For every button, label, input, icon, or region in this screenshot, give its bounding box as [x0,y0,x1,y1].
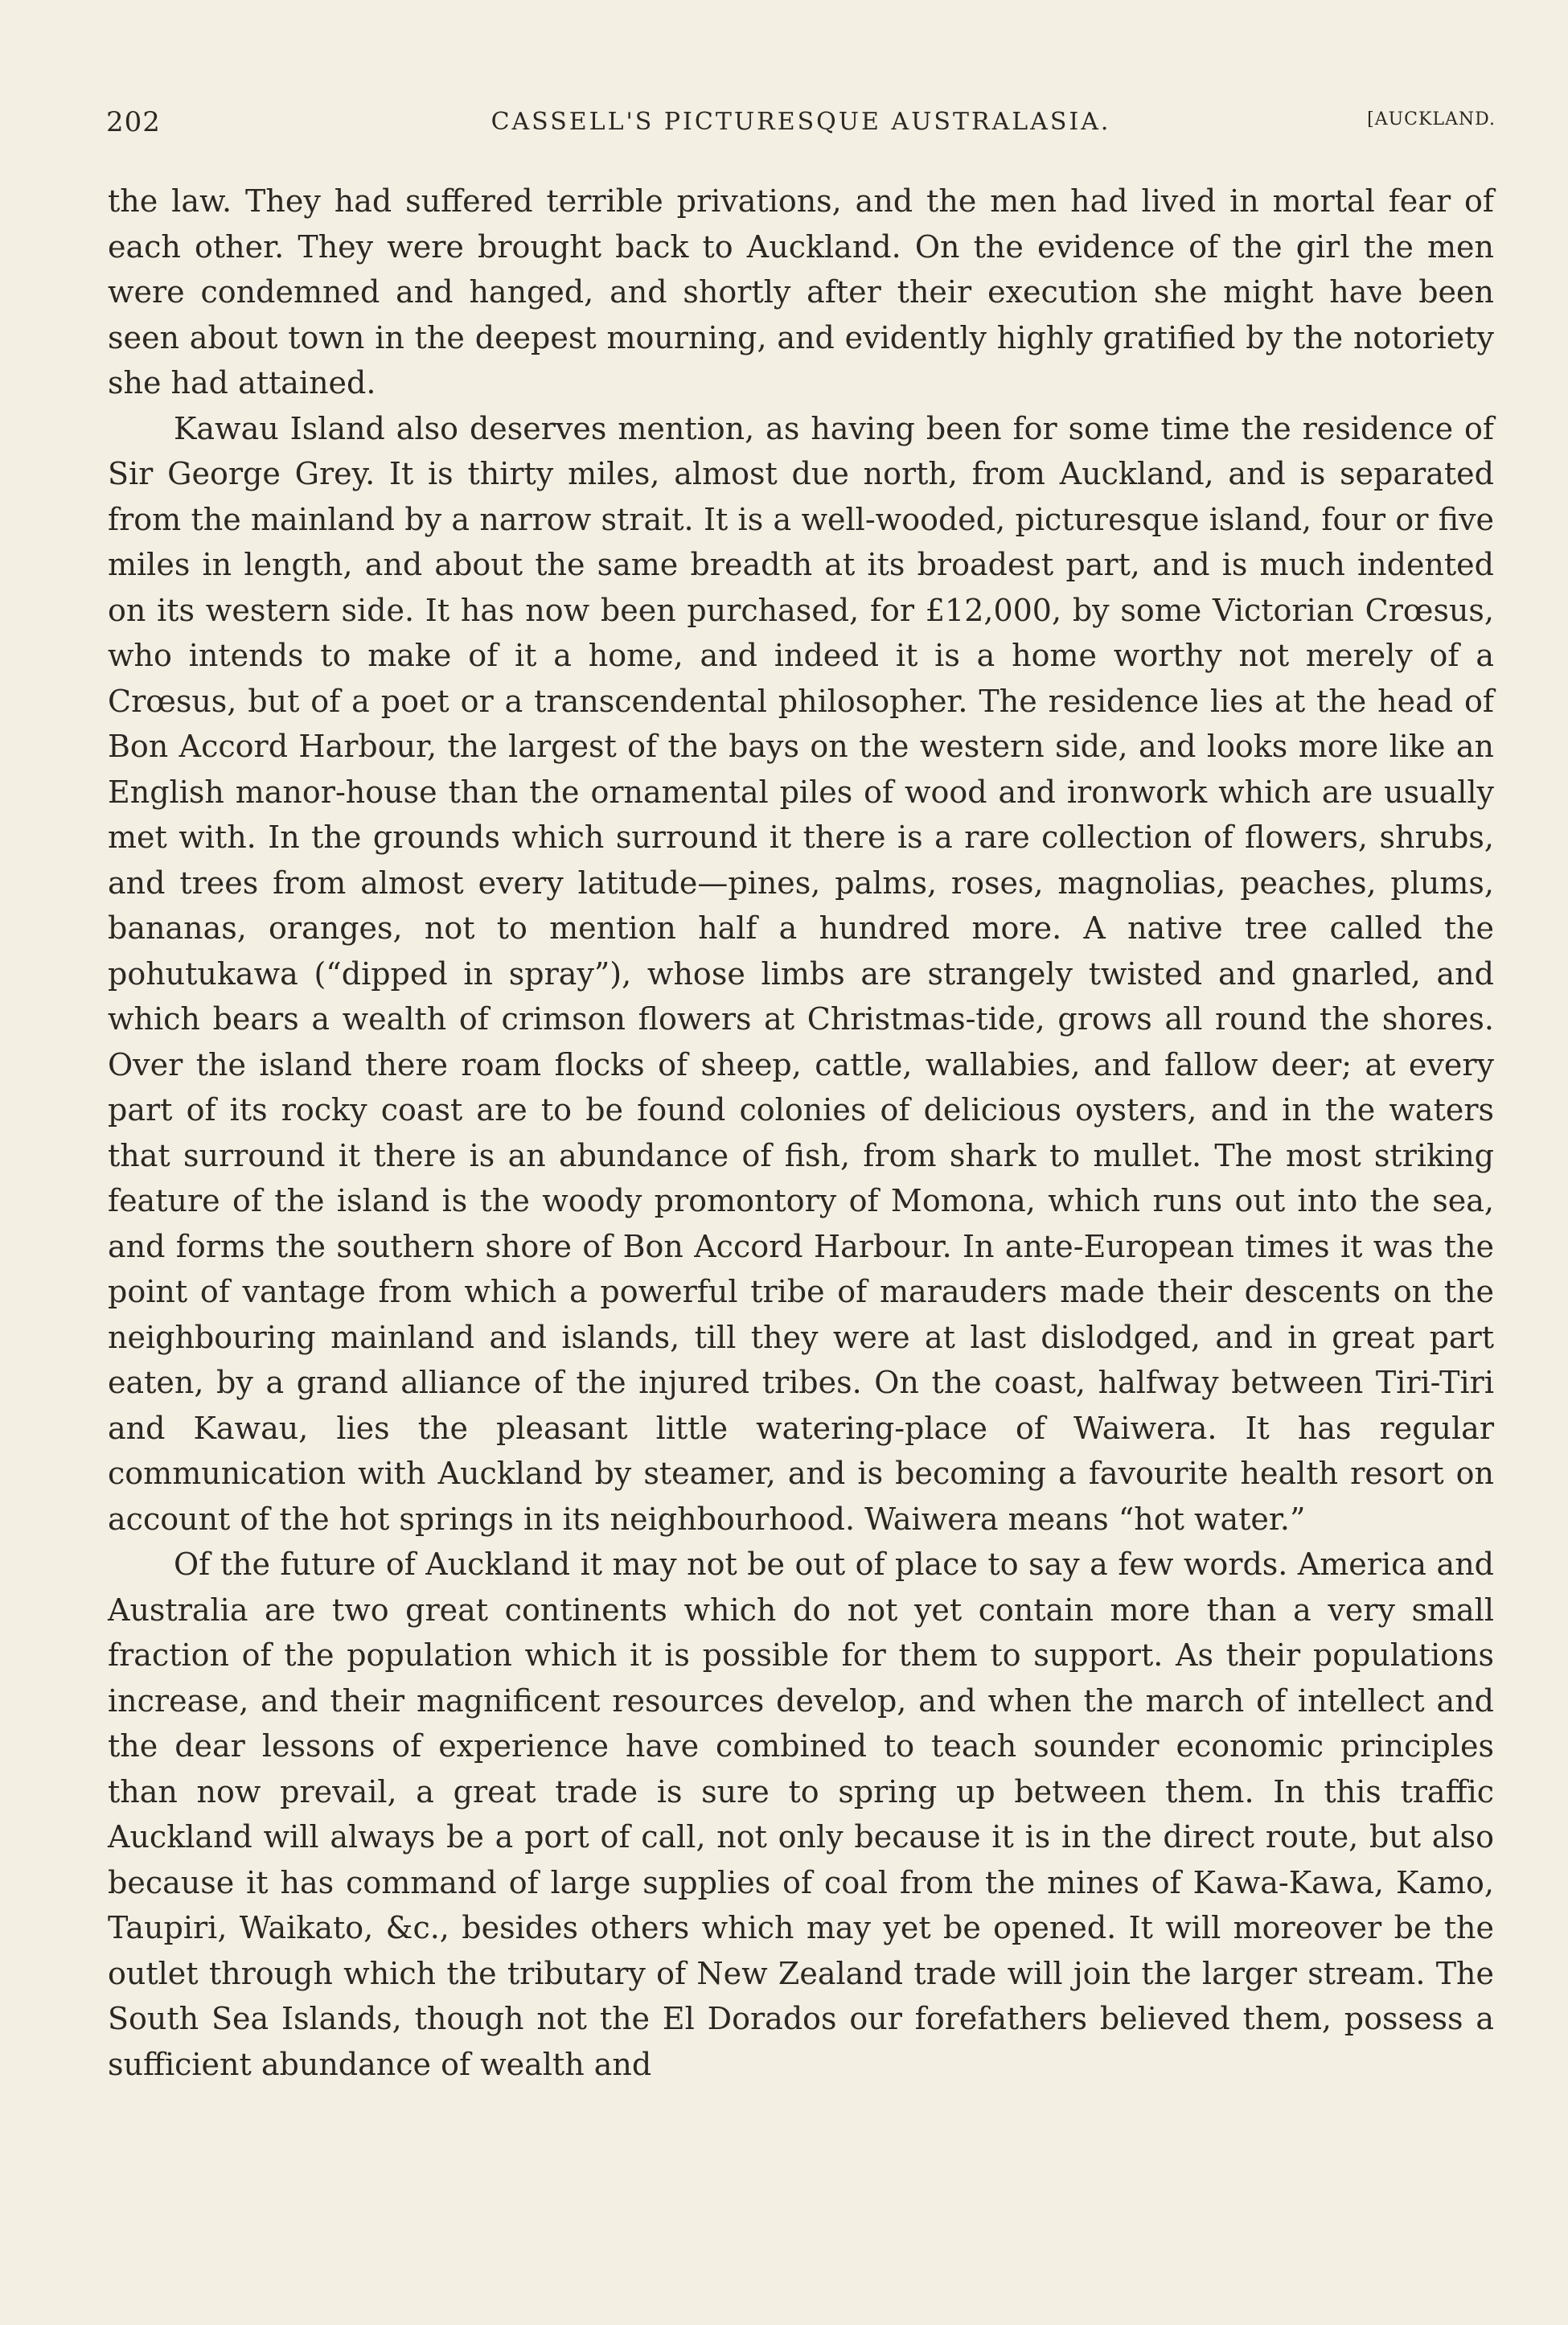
page-number: 202 [106,106,161,138]
paragraph-continuation: the law. They had suffered terrible privations, and the men had lived in mortal fear of each other. They were brought back to Auckland. On the evidence of the girl the men were condemned and hanged, and shortly after their execution she might have been seen about town in the deepest mourning, and evidently highly gratified by the notoriety she had attained. [108,183,1494,401]
running-title: CASSELL'S PICTURESQUE AUSTRALASIA. [491,108,1111,136]
paragraph-future-of-auckland: Of the future of Auckland it may not be out of place to say a few words. America and Australia are two great continents which do not yet contain more than a very small fraction of the population which it is possible for them to support. As their populations increase, and their magnificent resources develop, and when the march of intellect and the dear lessons of experience have combined to teach sounder economic principles than now prevail, a great trade is sure to spring up between them. In this traffic Auckland will always be a port of call, not only because it is in the direct route, but also because it has command of large supplies of coal from the mines of Kawa-Kawa, Kamo, Taupiri, Waikato, &c., besides others which may yet be opened. It will moreover be the outlet through which the tributary of New Zealand trade will join the larger stream. The South Sea Islands, though not the El Dorados our forefathers believed them, possess a sufficient abundance of wealth and [108,1547,1494,2082]
section-tag: [AUCKLAND. [1367,109,1496,129]
running-head [106,106,1496,146]
body-text [108,179,1494,2087]
paragraph-kawau-island: Kawau Island also deserves mention, as having been for some time the residence of Sir George Grey. It is thirty miles, almost due north, from Auckland, and is separated from the mainland by a narrow strait. It is a well-wooded, picturesque island, four or five miles in length, and about the same breadth at its broadest part, and is much indented on its western side. It has now been purchased, for £12,000, by some Victorian Crœsus, who intends to make of it a home, and indeed it is a home worthy not merely of a Crœsus, but of a poet or a transcendental philosopher. The residence lies at the head of Bon Accord Harbour, the largest of the bays on the western side, and looks more like an English manor-house than the ornamental piles of wood and ironwork which are usually met with. In the grounds which surround it there is a rare collection of flowers, shrubs, and trees from almost every latitude—pines, palms, roses, magnolias, peaches, plums, bananas, oranges, not to mention half a hundred more. A native tree called the pohutukawa (“dipped in spray”), whose limbs are strangely twisted and gnarled, and which bears a wealth of crimson flowers at Christmas-tide, grows all round the shores. Over the island there roam flocks of sheep, cattle, wallabies, and fallow deer; at every part of its rocky coast are to be found colonies of delicious oysters, and in the waters that surround it there is an abundance of fish, from shark to mullet. The most striking feature of the island is the woody promontory of Momona, which runs out into the sea, and forms the southern shore of Bon Accord Harbour. In ante-European times it was the point of vantage from which a powerful tribe of marauders made their descents on the neighbouring mainland and islands, till they were at last dislodged, and in great part eaten, by a grand alliance of the injured tribes. On the coast, halfway between Tiri-Tiri and Kawau, lies the pleasant little watering-place of Waiwera. It has regular communication with Auckland by steamer, and is becoming a favourite health resort on account of the hot springs in its neighbourhood. Waiwera means “hot water.” [108,410,1494,1537]
